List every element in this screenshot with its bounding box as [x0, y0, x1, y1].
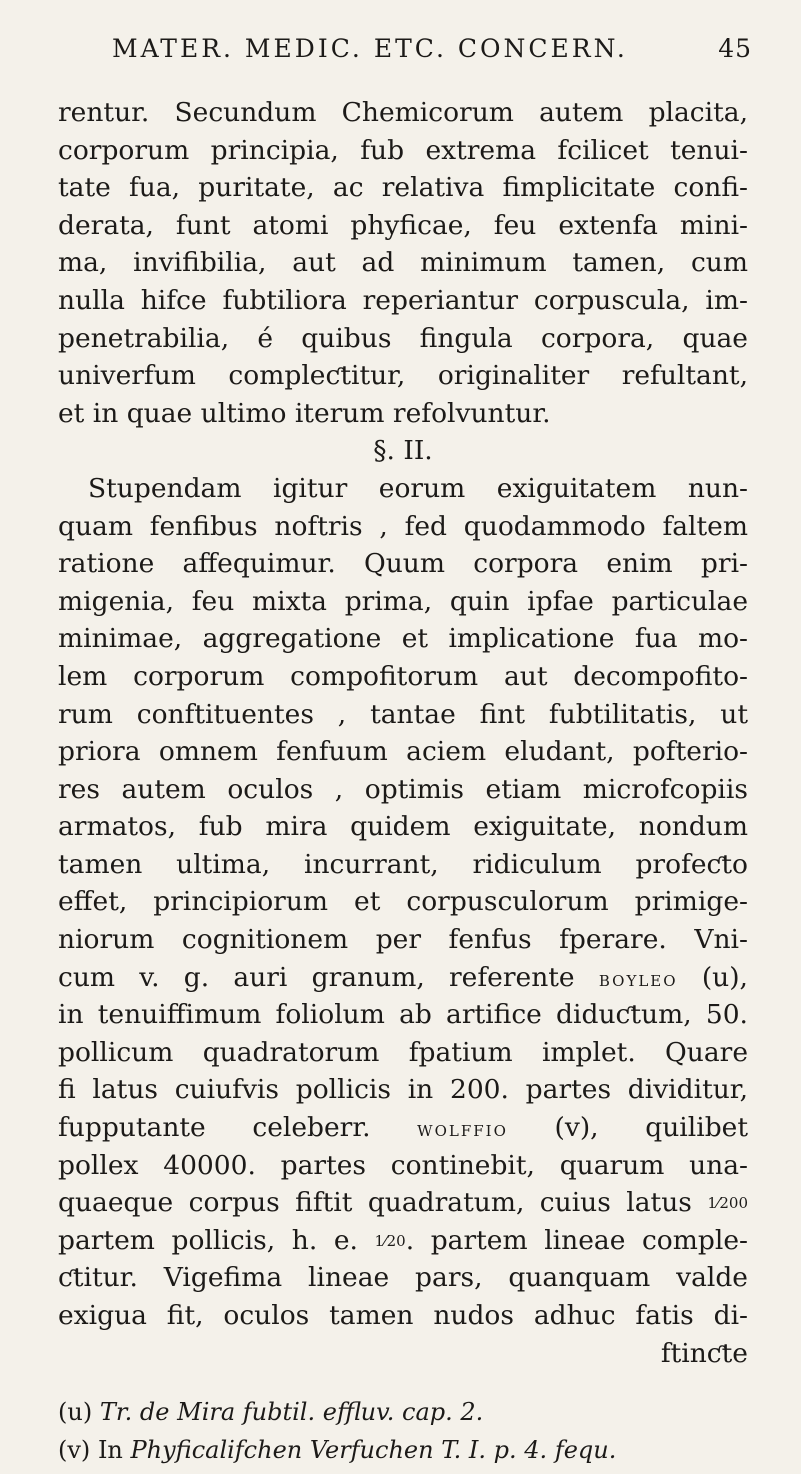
text-line: ƈtitur. Vigefima lineae pars, quanquam valde	[58, 1262, 748, 1294]
text-line: rentur. Secundum Chemicorum autem placita,	[58, 97, 748, 128]
text-line: tate fua, puritate, ac relativa fimplicitate confi-	[58, 172, 748, 204]
text-line: ma, invifibilia, aut ad minimum tamen, cum	[58, 247, 748, 279]
text-segment: partem pollicis, h. e.	[58, 1224, 358, 1256]
text-line: corporum principia, fub extrema fcilicet tenui-	[58, 134, 748, 166]
footnotes	[58, 1398, 748, 1474]
footnote-ref-v: (v), quilibet	[554, 1112, 748, 1144]
text-segment: In	[97, 1436, 123, 1464]
text-segment: fupputante celeberr.	[58, 1112, 371, 1144]
text-line: penetrabilia, é quibus fingula corpora, quae	[58, 322, 748, 354]
text-line: nulla hifce fubtiliora reperiantur corpuscula, im-	[58, 284, 748, 316]
text-line: derata, funt atomi phyficae, feu extenfa mini-	[58, 209, 748, 241]
text-line: quam fenfibus noftris , fed quodammodo faltem	[58, 510, 748, 542]
text-line: rum conftituentes , tantae fint fubtilitatis, ut	[58, 698, 748, 730]
fraction: 1⁄20	[374, 1231, 406, 1250]
text-segment: . partem lineae comple-	[405, 1224, 748, 1256]
text-line: res autem oculos , optimis etiam microfcopiis	[58, 773, 748, 805]
footnote-citation: Tr. de Mira fubtil. effluv. cap. 2.	[99, 1398, 484, 1426]
text-segment: quaeque corpus fiftit quadratum, cuius latus	[58, 1187, 692, 1219]
running-title: MATER. MEDIC. ETC. CONCERN.	[112, 34, 628, 63]
footnote-mark: (u)	[58, 1398, 93, 1426]
text-line	[58, 1222, 748, 1260]
text-line: armatos, fub mira quidem exiguitate, nondum	[58, 811, 748, 843]
footnote-mark: (v)	[58, 1436, 91, 1464]
text-line: minimae, aggregatione et implicatione fua mo-	[58, 623, 748, 655]
text-line: migenia, feu mixta prima, quin ipfae particulae	[58, 585, 748, 617]
footnote-v	[58, 1436, 748, 1474]
text-line: pollicum quadratorum fpatium implet. Quare	[58, 1036, 748, 1068]
text-line: pollex 40000. partes continebit, quarum una-	[58, 1149, 748, 1181]
text-line: niorum cognitionem per fenfus fperare. Vni-	[58, 924, 748, 956]
footnote-citation: Phyficalifchen Verfuchen T. I. p. 4. fequ.	[130, 1436, 617, 1464]
text-line: ratione affequimur. Quum corpora enim pri-	[58, 548, 748, 580]
text-line: priora omnem fenfuum aciem eludant, pofterio-	[58, 736, 748, 768]
text-segment: cum v. g. auri granum, referente	[58, 961, 575, 993]
author-name-boyle: boyleo	[598, 966, 678, 991]
text-line: et in quae ultimo iterum refolvuntur.	[58, 397, 551, 429]
text-line	[58, 1184, 748, 1222]
text-line	[58, 1109, 748, 1147]
text-line	[58, 959, 748, 997]
page-number: 45	[718, 34, 752, 63]
text-line: effet, principiorum et corpusculorum primige-	[58, 886, 748, 918]
text-line: lem corporum compofitorum aut decompofito-	[58, 660, 748, 692]
fraction: 1⁄200	[707, 1194, 748, 1213]
footnote-ref-u: (u),	[701, 961, 748, 993]
author-name-wolff: wolffio	[417, 1117, 508, 1142]
text-line: tamen ultima, incurrant, ridiculum profeƈto	[58, 848, 748, 880]
section-heading: §. II.	[373, 435, 433, 467]
text-line: in tenuiffimum foliolum ab artifice diduƈtum, 50.	[58, 999, 748, 1031]
catchword: ftinƈte	[660, 1337, 748, 1369]
text-line: exigua fit, oculos tamen nudos adhuc fatis di-	[58, 1300, 748, 1331]
footnote-u	[58, 1398, 748, 1436]
text-line: fi latus cuiufvis pollicis in 200. partes dividitur,	[58, 1074, 748, 1106]
text-line: univerfum compleƈtitur, originaliter refultant,	[58, 360, 748, 392]
text-line: Stupendam igitur eorum exiguitatem nun-	[88, 472, 748, 504]
main-text	[58, 94, 748, 1372]
running-header	[112, 34, 752, 63]
